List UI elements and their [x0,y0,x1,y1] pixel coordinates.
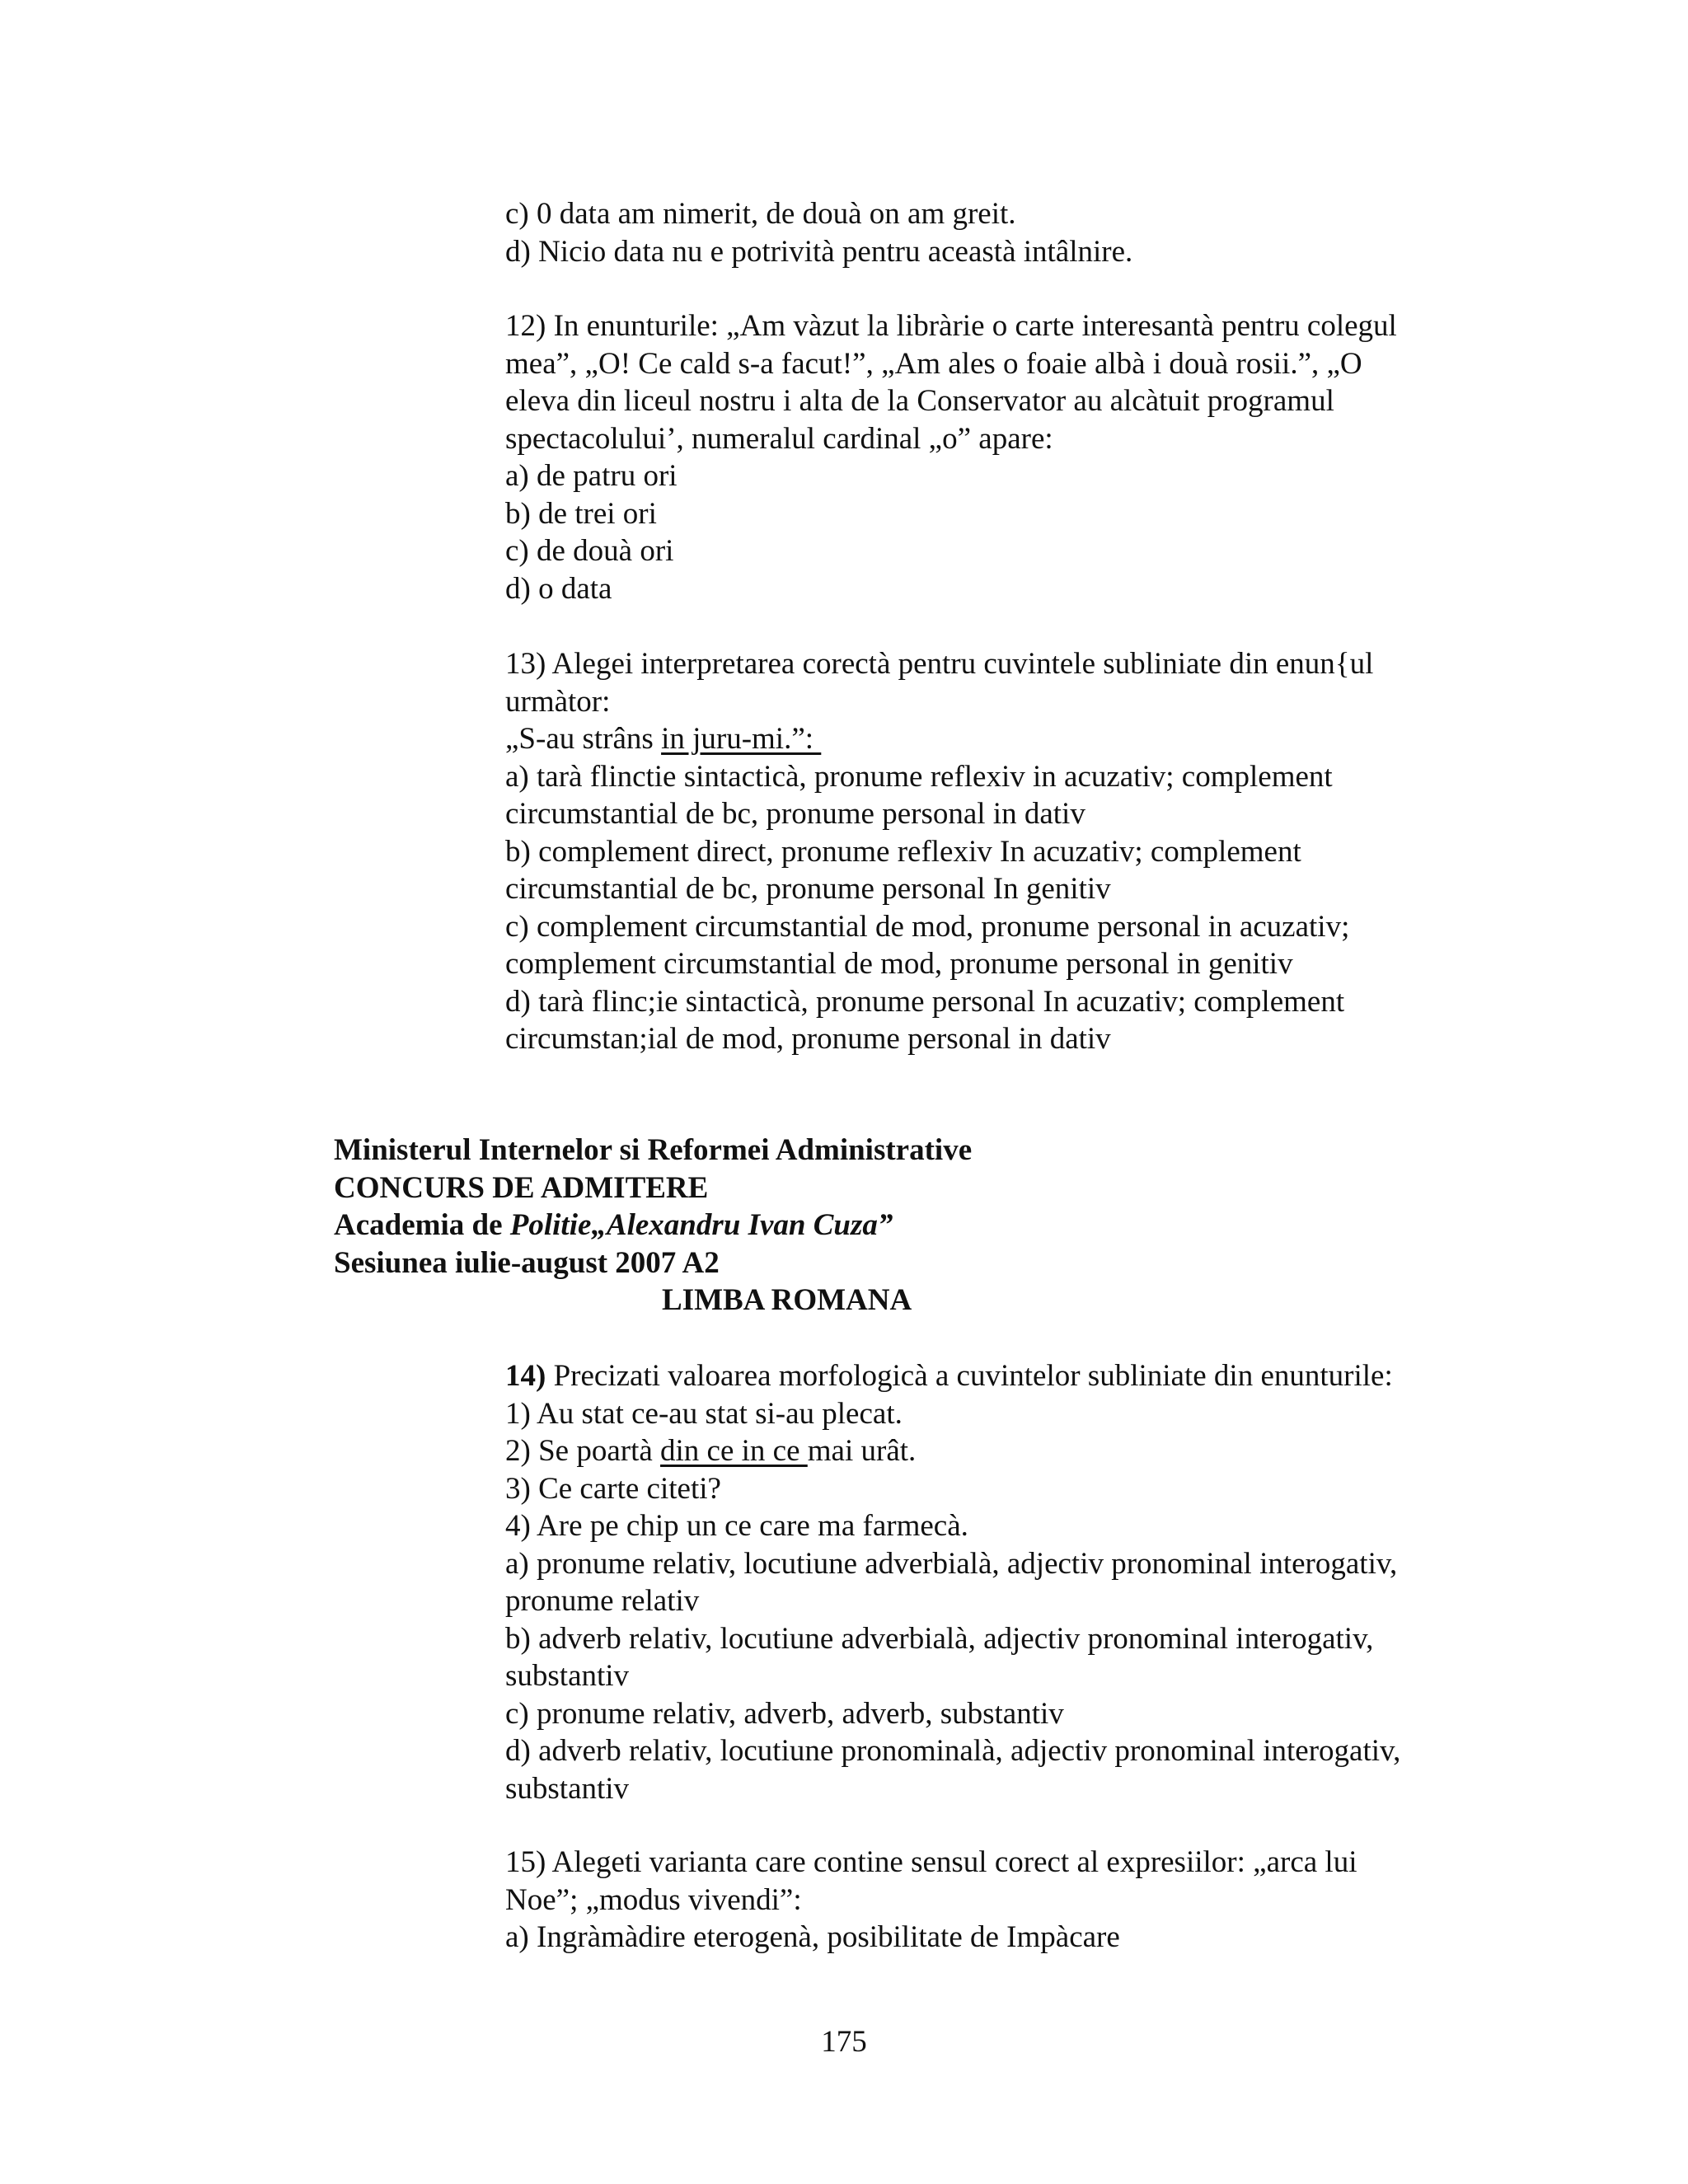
exam-header [334,1132,1570,1319]
text-line: d) Nicio data nu e potrività pentru aceastà intâlnire. [505,234,1133,269]
question-text-line: eleva din liceul nostru i alta de la Conservator au alcàtuit programul [505,384,1334,418]
subject-title: LIMBA ROMANA [662,1283,912,1317]
academy-name [334,1207,1570,1244]
answer-option: c) pronume relativ, adverb, adverb, substantiv [505,1696,1064,1731]
quoted-sentence [505,720,1577,758]
sentence-suffix: mai urât. [807,1434,917,1468]
question-text-line: 12) In enunturile: „Am vàzut la libràrie o carte interesantà pentru colegul [505,309,1397,343]
answer-option: a) de patru ori [505,459,678,493]
question-11-options-continued [505,195,1577,270]
ministry-name: Ministerul Internelor si Reformei Administrative [334,1133,973,1167]
answer-option: a) tarà flinctie sintacticà, pronume reflexiv in acuzativ; complement [505,759,1333,794]
answer-option: a) Ingràmàdire eterogenà, posibilitate de Impàcare [505,1920,1120,1954]
answer-option: substantiv [505,1659,630,1693]
example-sentence: 1) Au stat ce-au stat si-au plecat. [505,1396,903,1431]
academy-italic-name: Politie„Alexandru Ivan Cuza” [509,1208,893,1242]
answer-option: d) adverb relativ, locutiune pronominalà, adjectiv pronominal interogativ, [505,1734,1401,1768]
question-text-line: urmàtor: [505,684,611,719]
answer-option: d) tarà flinc;ie sintacticà, pronume personal In acuzativ; complement [505,984,1345,1019]
underlined-words: in juru-mi.”: [661,722,822,756]
text-line: c) 0 data am nimerit, de douà on am greit. [505,197,1016,231]
contest-title: CONCURS DE ADMITERE [334,1170,709,1205]
question-text-line: Noe”; „modus vivendi”: [505,1882,802,1917]
answer-option: circumstan;ial de mod, pronume personal in dativ [505,1022,1111,1056]
example-sentence: 4) Are pe chip un ce care ma farmecà. [505,1509,968,1543]
question-12 [505,307,1577,607]
question-intro: Precizati valoarea morfologicà a cuvintelor subliniate din enunturile: [546,1359,1393,1393]
question-13 [505,645,1577,1058]
answer-option: pronume relativ [505,1584,700,1618]
answer-option: substantiv [505,1771,630,1806]
question-text-line [505,1357,1577,1395]
answer-option: circumstantial de bc, pronume personal In genitiv [505,872,1111,906]
answer-option: b) complement direct, pronume reflexiv In acuzativ; complement [505,834,1301,869]
answer-option: complement circumstantial de mod, pronume personal in genitiv [505,947,1293,981]
answer-option: c) complement circumstantial de mod, pronume personal in acuzativ; [505,909,1350,944]
question-text-line: 15) Alegeti varianta care contine sensul corect al expresiilor: „arca lui [505,1845,1357,1879]
answer-option: d) o data [505,571,612,606]
answer-option: b) de trei ori [505,496,657,531]
answer-option: c) de douà ori [505,534,674,568]
academy-prefix: Academia de [334,1208,510,1242]
quote-prefix: „S-au strâns [505,722,662,756]
question-number: 14) [505,1359,546,1393]
question-text-line: 13) Alegei interpretarea corectà pentru cuvintele subliniate din enun{ul [505,647,1374,681]
question-text-line: mea”, „O! Ce cald s-a facut!”, „Am ales o foaie albà i douà rosii.”, „O [505,346,1362,381]
question-15 [505,1844,1577,1957]
example-sentence [505,1432,1577,1470]
example-sentence: 3) Ce carte citeti? [505,1471,721,1506]
question-14 [505,1357,1577,1807]
sentence-prefix: 2) Se poartà [505,1434,661,1468]
underlined-words: din ce in ce [660,1434,808,1468]
question-text-line: spectacolului’, numeralul cardinal „o” apare: [505,421,1053,456]
answer-option: b) adverb relativ, locutiune adverbialà, adjectiv pronominal interogativ, [505,1621,1374,1656]
answer-option: a) pronume relativ, locutiune adverbialà, adjectiv pronominal interogativ, [505,1546,1398,1581]
page-number: 175 [821,2025,867,2059]
session-title: Sesiunea iulie-august 2007 A2 [334,1245,720,1280]
answer-option: circumstantial de bc, pronume personal in dativ [505,797,1085,831]
